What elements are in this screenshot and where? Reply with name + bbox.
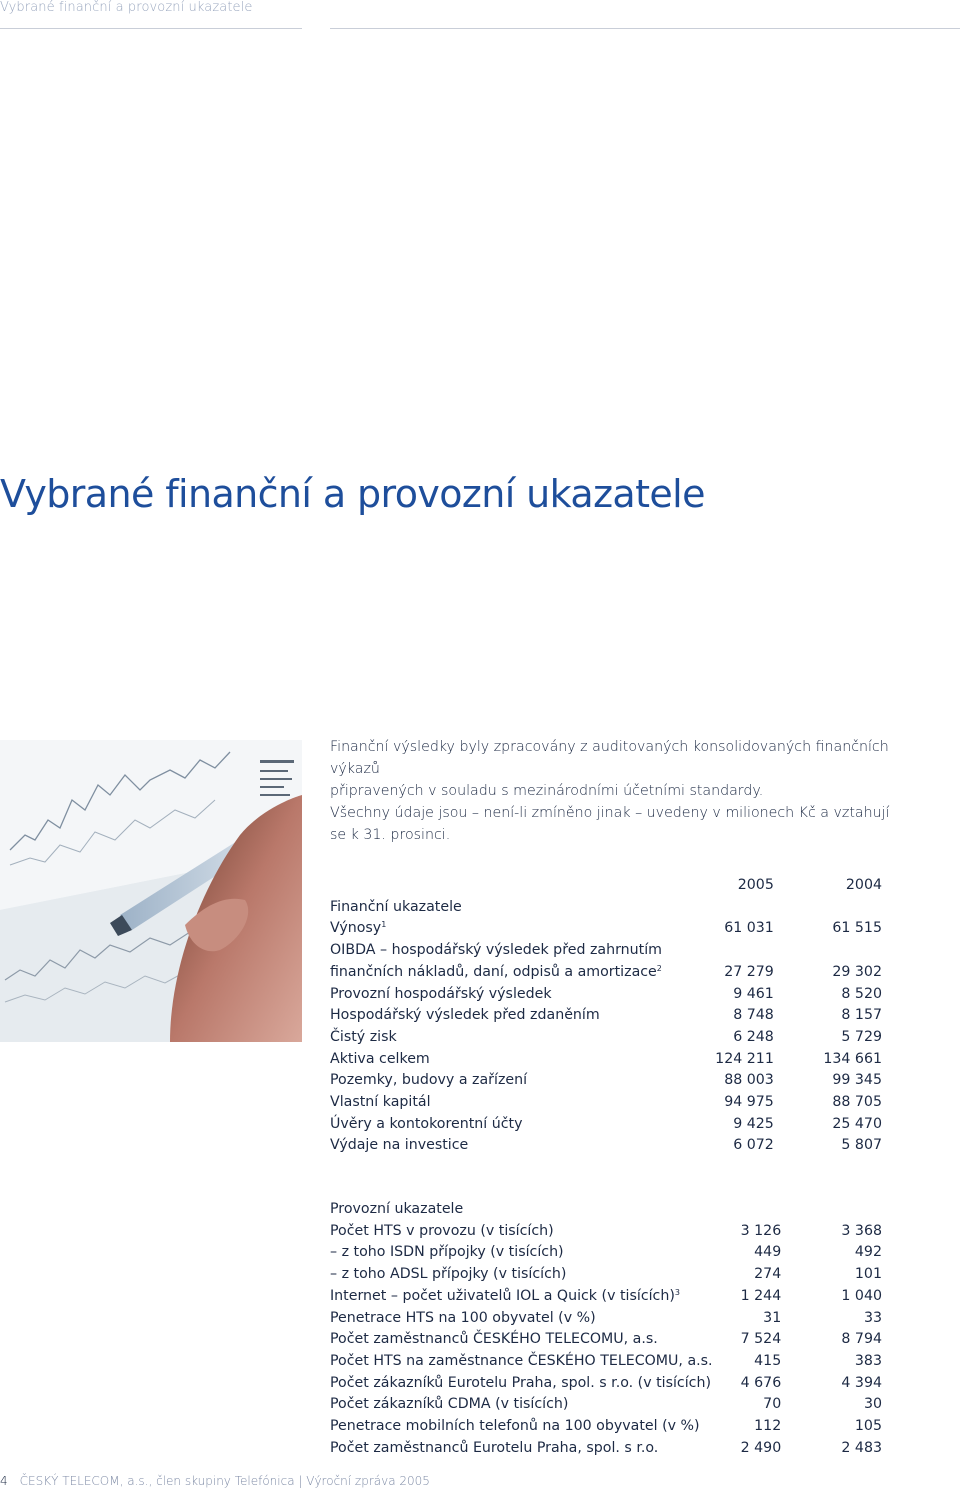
value-2004: 8 520 (841, 985, 882, 1002)
intro-paragraph (330, 736, 930, 846)
table-row (330, 1308, 890, 1330)
table-row (330, 1416, 890, 1438)
value-2005: 4 676 (740, 1374, 782, 1391)
value-2005: 6 072 (733, 1137, 774, 1154)
value-2005: 8 748 (733, 1007, 774, 1024)
financial-section-heading: Finanční ukazatele (330, 898, 462, 915)
page-title: Vybrané finanční a provozní ukazatele (0, 472, 705, 516)
table-row (330, 984, 890, 1006)
page-number: 4 (0, 1474, 8, 1488)
row-label: – z toho ADSL přípojky (v tisících) (330, 1266, 567, 1283)
table-row (330, 1286, 890, 1308)
row-label: Provozní hospodářský výsledek (330, 985, 552, 1002)
value-2004: 99 345 (832, 1072, 882, 1089)
header-rule-left (0, 28, 302, 29)
header-empty (330, 875, 662, 897)
financial-section-heading-row (330, 897, 890, 919)
row-label: finančních nákladů, daní, odpisů a amortizace$^2$ (330, 963, 662, 980)
row-label: Pozemky, budovy a zařízení (330, 1072, 528, 1089)
footnote-marker: 1 (381, 920, 387, 930)
row-label: Penetrace HTS na 100 obyvatel (v %) (330, 1309, 596, 1326)
operational-indicators-table (330, 1199, 890, 1459)
value-2004 (774, 940, 890, 962)
value-2005: 415 (754, 1352, 782, 1369)
value-2005: 449 (754, 1244, 782, 1261)
table-row (330, 1070, 890, 1092)
value-2004: 101 (854, 1266, 882, 1283)
intro-line: se k 31. prosinci. (330, 827, 451, 843)
row-label: Hospodářský výsledek před zdaněním (330, 1007, 600, 1024)
table-row (330, 1351, 890, 1373)
value-2004: 492 (854, 1244, 882, 1261)
table-row (330, 1092, 890, 1114)
row-label: Počet HTS na zaměstnance ČESKÉHO TELECOMU, a.s. (330, 1352, 713, 1369)
table-row (330, 1135, 890, 1157)
value-2005: 9 425 (733, 1115, 774, 1132)
value-2004: 5 729 (841, 1028, 882, 1045)
table-row (330, 940, 890, 962)
table-row (330, 1049, 890, 1071)
value-2005: 94 975 (724, 1094, 774, 1111)
table-row (330, 1005, 890, 1027)
table-row (330, 1329, 890, 1351)
running-head: Vybrané finanční a provozní ukazatele (0, 0, 253, 15)
financial-indicators-table (330, 875, 890, 1157)
footer-text: ČESKÝ TELECOM, a.s., člen skupiny Telefónica | Výroční zpráva 2005 (19, 1474, 430, 1488)
value-2004: 25 470 (832, 1115, 882, 1132)
value-2004: 134 661 (823, 1050, 882, 1067)
row-label: Počet zákazníků Eurotelu Praha, spol. s r.o. (v tisících) (330, 1374, 712, 1391)
table-row (330, 1373, 890, 1395)
row-label: Aktiva celkem (330, 1050, 430, 1067)
value-2005: 6 248 (733, 1028, 774, 1045)
table-row (330, 1264, 890, 1286)
value-2005: 2 490 (740, 1439, 782, 1456)
value-2004: 2 483 (841, 1439, 882, 1456)
header-rule-right (330, 28, 960, 29)
intro-line: Finanční výsledky byly zpracovány z auditovaných konsolidovaných finančních výkazů (330, 739, 889, 777)
value-2004: 383 (854, 1352, 882, 1369)
value-2005 (662, 940, 774, 962)
value-2005: 3 126 (740, 1222, 782, 1239)
row-label: OIBDA – hospodářský výsledek před zahrnutím (330, 942, 662, 959)
value-2005: 9 461 (733, 985, 774, 1002)
row-label: – z toho ISDN přípojky (v tisících) (330, 1244, 564, 1261)
value-2005: 1 244 (740, 1287, 782, 1304)
row-label: Vlastní kapitál (330, 1094, 431, 1111)
year-header-2004: 2004 (845, 877, 882, 893)
table-row (330, 1394, 890, 1416)
table-row (330, 1027, 890, 1049)
value-2004: 8 794 (841, 1331, 882, 1348)
value-2004: 1 040 (841, 1287, 882, 1304)
value-2005: 7 524 (740, 1331, 782, 1348)
value-2004: 33 (863, 1309, 882, 1326)
row-label: Úvěry a kontokorentní účty (330, 1115, 523, 1132)
value-2005: 112 (754, 1418, 782, 1435)
operational-section-heading: Provozní ukazatele (330, 1201, 464, 1217)
footnote-marker: 2 (656, 963, 662, 973)
table-row (330, 918, 890, 940)
table-row (330, 1242, 890, 1264)
table-row (330, 1114, 890, 1136)
value-2004: 4 394 (841, 1374, 882, 1391)
year-header-2005: 2005 (737, 877, 774, 893)
year-header-row (330, 875, 890, 897)
value-2004: 30 (863, 1396, 882, 1413)
row-label: Počet zaměstnanců Eurotelu Praha, spol. s r.o. (330, 1439, 659, 1456)
row-label: Počet HTS v provozu (v tisících) (330, 1222, 554, 1239)
row-label: Počet zákazníků CDMA (v tisících) (330, 1396, 569, 1413)
value-2005: 31 (763, 1309, 782, 1326)
value-2004: 88 705 (832, 1094, 882, 1111)
row-label: Počet zaměstnanců ČESKÉHO TELECOMU, a.s. (330, 1331, 658, 1348)
intro-line: připravených v souladu s mezinárodními účetními standardy. (330, 783, 764, 799)
value-2005: 274 (754, 1266, 782, 1283)
row-label: Čistý zisk (330, 1028, 397, 1045)
intro-line: Všechny údaje jsou – není-li zmíněno jinak – uvedeny v milionech Kč a vztahují (330, 805, 890, 821)
table-row (330, 1438, 890, 1460)
footnote-marker: 3 (674, 1287, 680, 1297)
row-label: Internet – počet uživatelů IOL a Quick (v tisících)$^3$ (330, 1287, 680, 1304)
operational-section-heading-row (330, 1199, 890, 1221)
table-row (330, 962, 890, 984)
value-2004: 61 515 (832, 920, 882, 937)
value-2004: 105 (854, 1418, 882, 1435)
value-2004: 3 368 (841, 1222, 882, 1239)
row-label: Výdaje na investice (330, 1137, 469, 1154)
table-row (330, 1221, 890, 1243)
value-2005: 61 031 (724, 920, 774, 937)
row-label: Výnosy$^1$ (330, 920, 387, 937)
page-footer (0, 1474, 430, 1488)
value-2005: 70 (763, 1396, 782, 1413)
row-label: Penetrace mobilních telefonů na 100 obyvatel (v %) (330, 1418, 700, 1435)
value-2005: 88 003 (724, 1072, 774, 1089)
photo-hand-with-pen-over-charts (0, 740, 302, 1042)
value-2005: 27 279 (724, 963, 774, 980)
value-2004: 8 157 (841, 1007, 882, 1024)
value-2004: 29 302 (832, 963, 882, 980)
value-2005: 124 211 (715, 1050, 774, 1067)
value-2004: 5 807 (841, 1137, 882, 1154)
